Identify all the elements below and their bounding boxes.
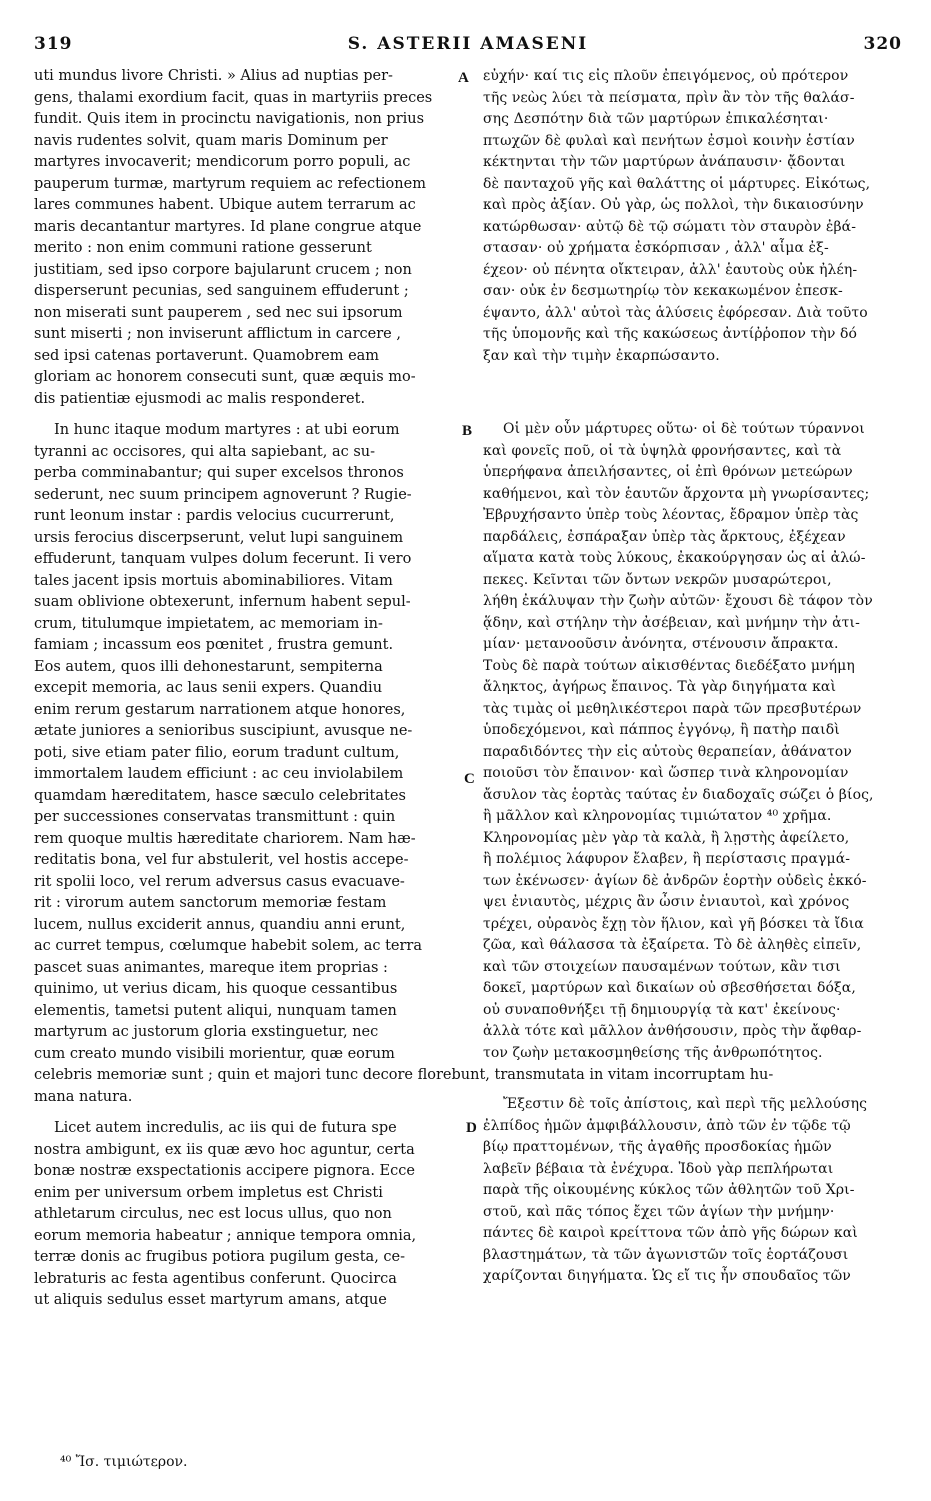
- greek-text-line: τῆς νεὼς λύει τὰ πείσματα, πρὶν ἂν τὸν τῆς θαλάσ-: [483, 89, 855, 106]
- greek-text-line: βλαστημάτων, τὰ τῶν ἀγωνιστῶν τοῖς ἑορτάζουσι: [483, 1246, 849, 1263]
- latin-text-line: ac curret tempus, cœlumque habebit solem, ac terra: [34, 938, 422, 954]
- greek-text-line: λαβεῖν βέβαια τὰ ἐνέχυρα. Ἰδοὺ γὰρ πεπλήρωται: [483, 1160, 834, 1177]
- page-number-left: 319: [34, 34, 73, 54]
- greek-text-line: ξαν καὶ τὴν τιμὴν ἐκαρπώσαντο.: [483, 347, 720, 364]
- latin-text-line: quamdam hæreditatem, hasce sæculo celebritates: [34, 787, 406, 804]
- latin-text-line: elementis, tametsi putent aliqui, nunquam tamen: [34, 1002, 397, 1019]
- greek-text-line: ὑποδεχόμενοι, καὶ πάππος ἐγγόνῳ, ἢ πατὴρ παιδὶ: [483, 722, 840, 738]
- greek-text-line: δοκεῖ, μαρτύρων καὶ δικαίων οὐ σβεσθήσεται δόξα,: [483, 980, 856, 996]
- latin-text-line: ut aliquis sedulus esset martyrum amans, atque: [34, 1292, 387, 1308]
- greek-text-line: βίῳ πραττομένων, τῆς ἀγαθῆς προσδοκίας ἡμῶν: [483, 1139, 832, 1155]
- greek-text-line: κατώρθωσαν· αὐτῷ δὲ τῷ σώματι τὸν σταυρὸν ἐβά-: [483, 218, 857, 235]
- margin-letter-a: A: [458, 70, 469, 86]
- margin-letter-b: B: [462, 423, 473, 439]
- latin-text-line: athletarum circulus, nec est locus ullus, quo non: [34, 1206, 392, 1222]
- latin-text-line: poti, sive etiam pater filio, eorum tradunt cultum,: [34, 744, 400, 761]
- paragraph-gap: [483, 1064, 903, 1094]
- latin-text-line: ursis ferocius discerpserunt, velut lupi sanguinem: [34, 529, 404, 546]
- greek-text-line: οὐ συναποθνήξει τῇ δημιουργίᾳ τὰ κατ' ἐκείνους·: [483, 1001, 841, 1018]
- latin-text-line: cum creato mundo visibili morientur, quæ eorum: [34, 1045, 395, 1062]
- latin-text-line: sunt miserti ; non inviserunt afflictum in carcere ,: [34, 326, 401, 342]
- latin-text-line: dis patientiæ ejusmodi ac malis responderet.: [34, 390, 366, 407]
- latin-text-line: excepit memoria, ac laus senii expers. Quandiu: [34, 680, 383, 696]
- latin-text-line: navis rudentes solvit, quam maris Dominum per: [34, 132, 388, 149]
- greek-text-line: ποιοῦσι τὸν ἔπαινον· καὶ ὥσπερ τινὰ κληρονομίαν: [483, 765, 849, 781]
- latin-text-line: ætate juniores a senioribus suscipiunt, avusque ne-: [34, 723, 413, 739]
- greek-text-line: ἄληκτος, ἀγήρως ἔπαινος. Τὰ γὰρ διηγήματα καὶ: [483, 679, 837, 695]
- latin-text-line: tales jacent ipsis mortuis abominabiliores. Vitam: [34, 572, 393, 589]
- paragraph-gap: [483, 367, 903, 419]
- greek-text-line: των ἐκένωσεν· ἁγίων δὲ ἀνδρῶν ἑορτὴν οὐδεὶς ἐκκό-: [483, 872, 867, 889]
- greek-paragraph-3: [483, 1094, 903, 1288]
- latin-paragraph-1: [34, 66, 472, 410]
- latin-text-line: effuderunt, tanquam vulpes dolum fecerunt. Ii vero: [34, 551, 412, 567]
- greek-text-line: Ἔξεστιν δὲ τοῖς ἀπίστοις, καὶ περὶ τῆς μελλούσης: [503, 1096, 868, 1112]
- latin-text-line: merito : non enim communi ratione gesserunt: [34, 240, 372, 256]
- latin-text-line: sed ipsi catenas portaverunt. Quamobrem eam: [34, 347, 380, 364]
- greek-text-line: καὶ τῶν στοιχείων παυσαμένων τούτων, κἂν τισι: [483, 958, 841, 975]
- greek-text-line: ὑπερήφανα ἀπειλήσαντες, οἱ ἐπὶ θρόνων μετεώρων: [483, 464, 853, 480]
- latin-text-line: quinimo, ut verius dicam, his quoque cessantibus: [34, 981, 398, 997]
- latin-text-line: lebraturis ac festa agentibus conferunt. Quocirca: [34, 1270, 397, 1287]
- latin-text-line: terræ donis ac frugibus potiora pugilum gesta, ce-: [34, 1249, 406, 1265]
- greek-text-line: πεκες. Κεῖνται τῶν ὄντων νεκρῶν μυσαρώτεροι,: [483, 571, 832, 588]
- greek-text-line: ᾅδην, καὶ στήλην τὴν ἀσέβειαν, καὶ μνήμην τὴν ἀτι-: [483, 614, 860, 631]
- greek-text-line: καὶ πρὸς ἀξίαν. Οὐ γὰρ, ὡς πολλοὶ, τὴν δικαιοσύνην: [483, 197, 864, 213]
- greek-text-line: ἀλλὰ τότε καὶ μᾶλλον ἀνθήσουσιν, πρὸς τὴν ἄφθαρ-: [483, 1023, 862, 1039]
- latin-text-line: famiam ; incassum eos pœnitet , frustra gemunt.: [34, 637, 394, 653]
- greek-text-line: ἐλπίδος ἡμῶν ἀμφιβάλλουσιν, ἀπὸ τῶν ἐν τῷδε τῷ: [483, 1117, 851, 1134]
- greek-text-line: έψαντο, ἀλλ' αὐτοὶ τὰς ἁλύσεις ἐφόρεσαν. Διὰ τοῦτο: [483, 304, 868, 321]
- latin-text-line: lares communes habent. Ubique autem terrarum ac: [34, 197, 416, 213]
- latin-text-line: martyres invocaverit; mendicorum porro populi, ac: [34, 154, 411, 170]
- latin-text-line: gens, thalami exordium facit, quas in martyriis preces: [34, 89, 433, 106]
- greek-text-line: τῆς ὑπομονῆς καὶ τῆς κακώσεως ἀντίῤῥοπον τὴν δό: [483, 326, 858, 342]
- latin-text-line: runt leonum instar : pardis velocius cucurrerunt,: [34, 508, 395, 524]
- latin-text-line: rit spolii loco, vel rerum adversus casus evacuave-: [34, 873, 405, 890]
- greek-text-line: Τοὺς δὲ παρὰ τούτων αἰκισθέντας διεδέξατο μνήμη: [483, 657, 855, 674]
- paragraph-gap: [34, 1108, 472, 1118]
- greek-text-line: ψει ἐνιαυτὸς, μέχρις ἂν ὦσιν ἐνιαυτοὶ, καὶ χρόνος: [483, 894, 850, 910]
- greek-text-line: καὶ φονεῖς ποῦ, οἱ τὰ ὑψηλὰ φρονήσαντες, καὶ τὰ: [483, 442, 842, 459]
- latin-text-line: fundit. Quis item in procinctu navigationis, non prius: [34, 111, 425, 127]
- margin-letter-c: C: [464, 771, 475, 787]
- greek-paragraph-1: [483, 66, 903, 367]
- greek-text-line: χαρίζονται διηγήματα. Ὡς εἴ τις ἦν σπουδαῖος τῶν: [483, 1268, 851, 1284]
- greek-text-line: ζῶα, καὶ θάλασσα τὰ ἐξαίρετα. Τὸ δὲ ἀληθὲς εἰπεῖν,: [483, 937, 862, 953]
- latin-text-line: suam oblivione obtexerunt, infernum habent sepul-: [34, 594, 411, 610]
- latin-text-line: disperserunt pecunias, sed sanguinem effuderunt ;: [34, 283, 409, 299]
- latin-text-line: celebris memoriæ sunt ; quin et majori tunc decore florebunt, transmutata in vitam incorruptam hu-: [34, 1067, 774, 1083]
- latin-text-line: uti mundus livore Christi. » Alius ad nuptias per-: [34, 68, 393, 84]
- greek-text-line: τὰς τιμὰς οἱ μεθηλικέστεροι παρὰ τῶν πρεσβυτέρων: [483, 700, 862, 717]
- greek-text-line: παραδιδόντες τὴν εἰς αὐτοὺς θεραπείαν, ἀθάνατον: [483, 743, 852, 760]
- margin-letter-d: D: [466, 1120, 477, 1136]
- latin-text-line: maris decantantur martyres. Id plane congrue atque: [34, 218, 422, 235]
- greek-text-line: έχεον· οὐ πένητα οἴκτειραν, ἀλλ' ἑαυτοὺς οὐκ ἠλέη-: [483, 261, 858, 278]
- greek-text-line: παρὰ τῆς οἰκουμένης κύκλος τῶν ἀθλητῶν τοῦ Χρι-: [483, 1182, 855, 1198]
- page-header: [34, 34, 902, 60]
- latin-text-line: perba comminabantur; qui super excelsos thronos: [34, 465, 404, 481]
- latin-text-line: lucem, nullus exciderit annus, quandiu anni erunt,: [34, 916, 406, 933]
- greek-text-line: λήθη ἐκάλυψαν τὴν ζωὴν αὐτῶν· ἔχουσι δὲ τάφον τὸν: [483, 593, 873, 609]
- latin-text-line: reditatis bona, vel fur abstulerit, vel hostis accepe-: [34, 852, 409, 868]
- greek-text-line: πτωχῶν δὲ φυλαὶ καὶ πενήτων ἐσμοὶ κοινὴν ἑστίαν: [483, 132, 855, 149]
- latin-text-line: enim rerum gestarum narrationem atque honores,: [34, 701, 406, 718]
- latin-text-line: nostra ambigunt, ex iis quæ ævo hoc aguntur, certa: [34, 1141, 415, 1158]
- running-title: S. ASTERII AMASENI: [347, 34, 589, 54]
- greek-text-line: τρέχει, οὐρανὸς ἔχῃ τὸν ἥλιον, καὶ γῆ βόσκει τὰ ἴδια: [483, 915, 864, 932]
- latin-paragraph-3: [34, 1118, 472, 1312]
- latin-text-line: justitiam, sed ipso corpore bajularunt crucem ; non: [34, 261, 412, 278]
- greek-text-line: παρδάλεις, ἐσπάραξαν ὑπὲρ τὰς ἄρκτους, ἐξέχεαν: [483, 528, 846, 545]
- greek-text-line: κέκτηνται τὴν τῶν μαρτύρων ἀνάπαυσιν· ᾄδονται: [483, 154, 846, 170]
- latin-text-line: crum, titulumque impietatem, ac memoriam in-: [34, 615, 383, 632]
- greek-text-line: καθήμενοι, καὶ τὸν ἑαυτῶν ἄρχοντα μὴ γνωρίσαντες;: [483, 485, 870, 502]
- greek-paragraph-2: [483, 419, 903, 1064]
- latin-text-line: immortalem laudem efficiunt : ac ceu inviolabilem: [34, 766, 404, 782]
- greek-text-line: δὲ πανταχοῦ γῆς καὶ θαλάττης οἱ μάρτυρες. Εἰκότως,: [483, 175, 871, 192]
- greek-text-line: σαν· οὐκ ἐν δεσμωτηρίῳ τὸν κεκακωμένον ἐπεσκ-: [483, 283, 843, 299]
- latin-text-line: In hunc itaque modum martyres : at ubi eorum: [54, 422, 400, 438]
- latin-text-line: enim per universum orbem impletus est Christi: [34, 1184, 383, 1201]
- latin-text-line: rem quoque multis hæreditate chariorem. Nam hæ-: [34, 830, 416, 847]
- footnote: ⁴⁰ Ἴσ. τιμιώτερον.: [60, 1454, 188, 1470]
- latin-text-line: bonæ nostræ exspectationis accipere pignora. Ecce: [34, 1163, 415, 1179]
- latin-text-line: pauperum turmæ, martyrum requiem ac refectionem: [34, 175, 426, 192]
- greek-text-line: αἵματα κατὰ τοὺς λύκους, ἐκακούργησαν ὡς αἱ ἀλώ-: [483, 550, 866, 566]
- latin-text-line: martyrum ac justorum gloria exstinguetur, nec: [34, 1024, 379, 1040]
- greek-column: [483, 66, 903, 1288]
- greek-text-line: Ἐβρυχήσαντο ὑπὲρ τοὺς λέοντας, ἔδραμον ὑπὲρ τὰς: [483, 507, 859, 523]
- page-number-right: 320: [863, 34, 902, 54]
- latin-text-line: Eos autem, quos illi dehonestarunt, sempiterna: [34, 658, 383, 675]
- greek-text-line: Οἱ μὲν οὖν μάρτυρες οὕτω· οἱ δὲ τούτων τύραννοι: [503, 421, 865, 437]
- latin-text-line: pascet suas animantes, mareque item proprias :: [34, 959, 388, 976]
- paragraph-gap: [34, 410, 472, 420]
- latin-text-line: Licet autem incredulis, ac iis qui de futura spe: [54, 1120, 397, 1136]
- latin-text-line: tyranni ac occisores, qui alta sapiebant, ac su-: [34, 443, 376, 460]
- latin-text-line: gloriam ac honorem consecuti sunt, quæ æquis mo-: [34, 369, 416, 385]
- latin-text-line: rit : virorum autem sanctorum memoriæ festam: [34, 895, 387, 911]
- greek-text-line: σης Δεσπότην διὰ τῶν μαρτύρων ἐπικαλέσηται·: [483, 111, 829, 127]
- latin-text-line: mana natura.: [34, 1088, 133, 1105]
- greek-text-line: τον ζωὴν μετακοσμηθείσης τῆς ἀνθρωπότητος.: [483, 1044, 823, 1061]
- latin-text-line: non miserati sunt pauperem , sed nec sui ipsorum: [34, 304, 403, 321]
- latin-text-line: sederunt, nec suum principem agnoverunt ? Rugie-: [34, 486, 412, 503]
- greek-text-line: μίαν· μετανοοῦσιν ἀνόνητα, στένουσιν ἄπρακτα.: [483, 636, 839, 652]
- greek-text-line: ἄσυλον τὰς ἑορτὰς ταύτας ἐν διαδοχαῖς σώζει ὁ βίος,: [483, 786, 874, 803]
- greek-text-line: ἢ μᾶλλον καὶ κληρονομίας τιμιώτατον ⁴⁰ χρῆμα.: [483, 808, 832, 824]
- greek-text-line: στοῦ, καὶ πᾶς τόπος ἔχει τῶν ἁγίων τὴν μνήμην·: [483, 1203, 835, 1220]
- latin-text-line: eorum memoria habeatur ; annique tempora omnia,: [34, 1227, 417, 1244]
- latin-text-line: per successiones conservatas transmittunt : quin: [34, 809, 396, 825]
- greek-text-line: πάντες δὲ καιροὶ κρείττονα τῶν ἀπὸ γῆς δώρων καὶ: [483, 1225, 858, 1241]
- greek-text-line: Κληρονομίας μὲν γὰρ τὰ καλὰ, ἢ λῃστὴς ἀφείλετο,: [483, 829, 850, 846]
- greek-text-line: στασαν· οὐ χρήματα ἐσκόρπισαν , ἀλλ' αἷμα ἐξ-: [483, 240, 829, 256]
- greek-text-line: εὐχήν· καί τις εἰς πλοῦν ἐπειγόμενος, οὐ πρότερον: [483, 68, 849, 84]
- greek-text-line: ἢ πολέμιος λάφυρον ἔλαβεν, ἢ περίστασις πραγμά-: [483, 851, 851, 867]
